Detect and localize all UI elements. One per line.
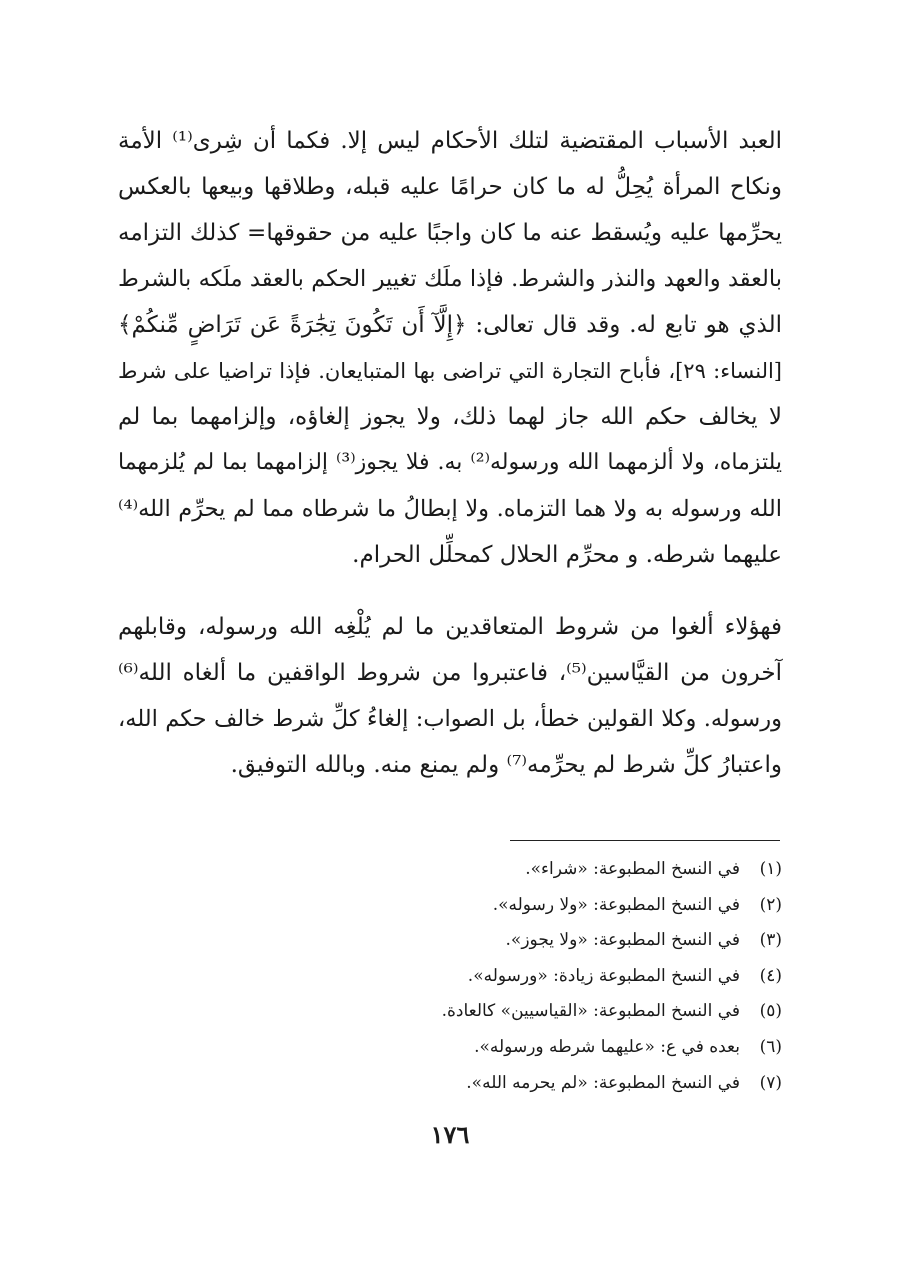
footnote-number: (٦) <box>759 1036 782 1057</box>
text-line: ورسوله. وكلا القولين خطأ، بل الصواب: إلغاءُ كلِّ شرط خالف حكم الله، <box>118 706 782 732</box>
footnote-item <box>362 959 782 995</box>
text-line: يلتزماه، ولا ألزمهما الله ورسوله⁽²⁾ به. فلا يجوز⁽³⁾ إلزامهما بما لم يُلزمهما <box>118 450 783 475</box>
footnote-text: في النسخ المطبوعة: «ولا رسوله». <box>492 894 740 915</box>
text-line: بالعقد والعهد والنذر والشرط. فإذا ملَك تغيير الحكم بالعقد ملَكه بالشرط <box>118 266 782 292</box>
text-line: عليهما شرطه. و محرِّم الحلال كمحلِّل الحرام. <box>352 542 782 568</box>
footnote-text: في النسخ المطبوعة: «ولا يجوز». <box>505 930 740 951</box>
footnote-item <box>362 923 782 959</box>
page-number: ١٧٦ <box>430 1120 470 1149</box>
footnote-text: في النسخ المطبوعة: «القياسيين» كالعادة. <box>441 1001 740 1022</box>
footnote-separator <box>510 840 780 841</box>
text-line: الله ورسوله به ولا هما التزماه. ولا إبطالُ ما شرطاه مما لم يحرِّم الله⁽⁴⁾ <box>118 496 782 522</box>
quran-verse-line: الذي هو تابع له. وقد قال تعالى: ﴿إِلَّآ أَن تَكُونَ تِجَٰرَةً عَن تَرَاضٍ مِّنكُمْ﴾ <box>118 312 782 338</box>
footnote-number: (١) <box>759 859 782 879</box>
text-line: لا يخالف حكم الله جاز لهما ذلك، ولا يجوز إلغاؤه، وإلزامهما بما لم <box>118 404 782 430</box>
footnote-text: في النسخ المطبوعة: «شراء». <box>525 859 740 879</box>
footnote-item <box>362 1066 782 1102</box>
footnote-item <box>362 1030 782 1066</box>
text-line: [النساء: ٢٩]، فأباح التجارة التي تراضى بها المتبايعان. فإذا تراضيا على شرط <box>118 359 782 383</box>
footnote-number: (٤) <box>759 965 782 986</box>
footnote-number: (٥) <box>759 1001 782 1022</box>
footnote-item <box>362 994 782 1030</box>
text-line: العبد الأسباب المقتضية لتلك الأحكام ليس إلا. فكما أن شِرى⁽¹⁾ الأمة <box>118 128 782 154</box>
text-line: واعتبارُ كلِّ شرط لم يحرِّمه⁽⁷⁾ ولم يمنع منه. وبالله التوفيق. <box>230 752 782 778</box>
footnote-text: في النسخ المطبوعة زيادة: «ورسوله». <box>467 965 740 986</box>
paragraph-2 <box>118 604 782 788</box>
footnote-text: بعده في ع: «عليهما شرطه ورسوله». <box>474 1036 740 1057</box>
paragraph-1 <box>118 118 782 578</box>
text-line: ونكاح المرأة يُحِلُّ له ما كان حرامًا عليه قبله، وطلاقها وبيعها بالعكس <box>118 174 782 200</box>
text-line: يحرِّمها عليه ويُسقط عنه ما كان واجبًا عليه من حقوقها= كذلك التزامه <box>118 220 782 246</box>
footnote-item <box>362 888 782 924</box>
footnote-number: (٣) <box>759 930 782 951</box>
footnote-number: (٧) <box>759 1072 782 1093</box>
footnote-number: (٢) <box>759 894 782 915</box>
footnote-text: في النسخ المطبوعة: «لم يحرمه الله». <box>466 1072 740 1093</box>
text-line: آخرون من القيَّاسين⁽⁵⁾، فاعتبروا من شروط الواقفين ما ألغاه الله⁽⁶⁾ <box>118 660 782 686</box>
text-line: فهؤلاء ألغوا من شروط المتعاقدين ما لم يُلْغِه الله ورسوله، وقابلهم <box>118 614 782 640</box>
footnotes <box>362 852 782 1101</box>
footnote-item <box>362 852 782 888</box>
